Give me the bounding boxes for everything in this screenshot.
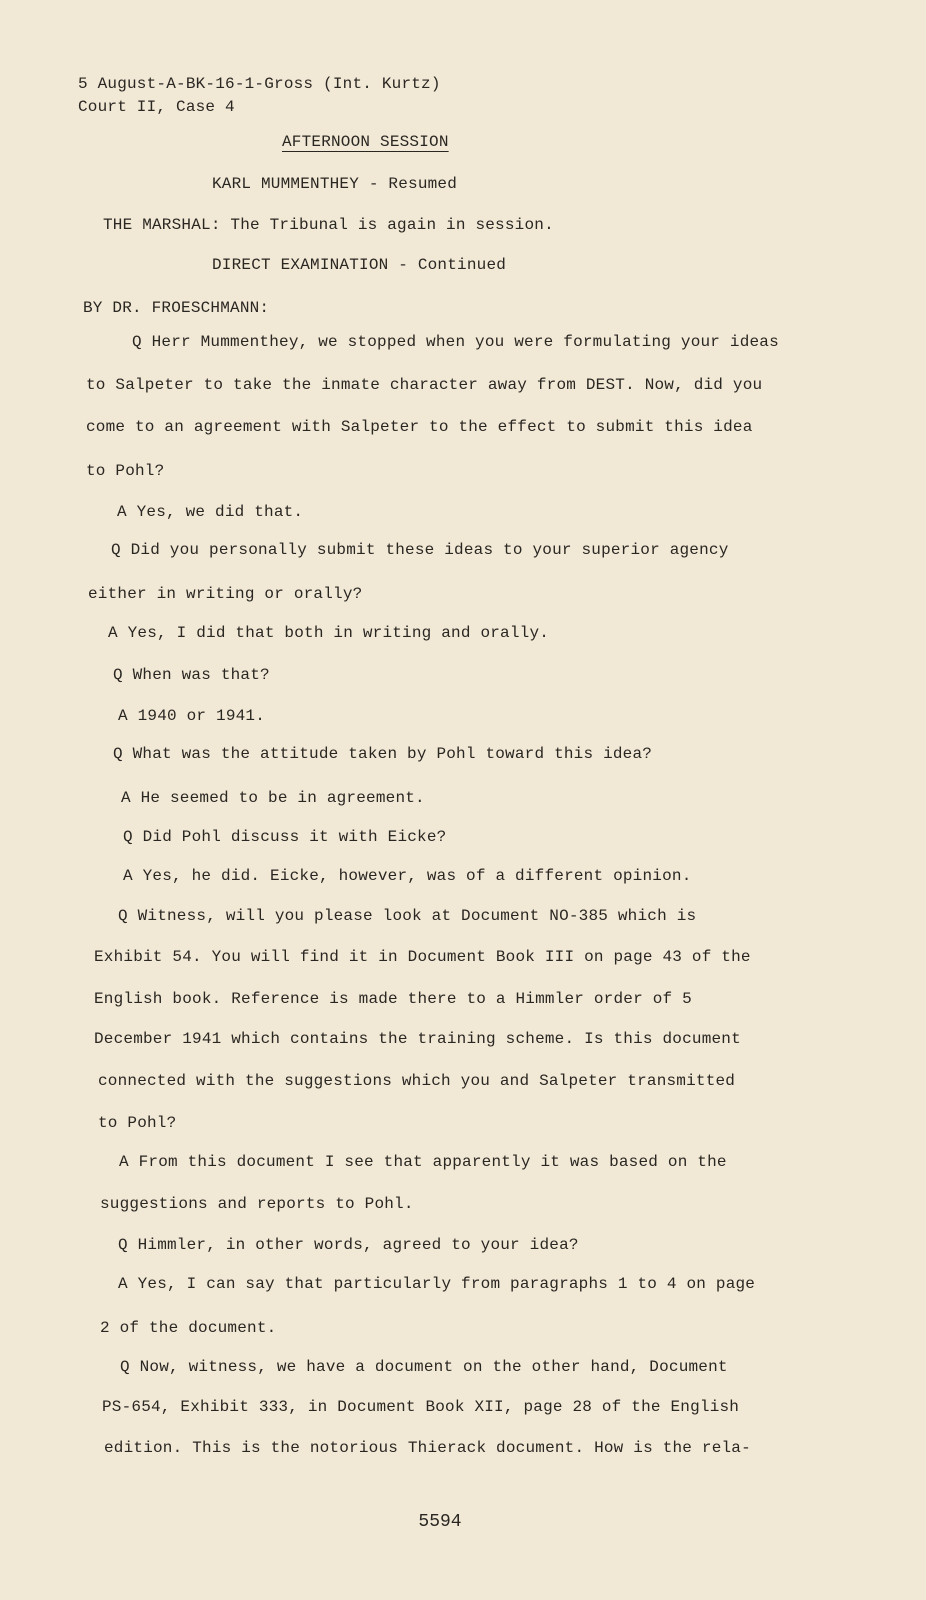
body-line: 2 of the document.: [100, 1319, 277, 1337]
body-line: A 1940 or 1941.: [118, 707, 266, 725]
body-line: connected with the suggestions which you and Salpeter transmitted: [98, 1072, 736, 1090]
body-line: Q When was that?: [113, 666, 270, 684]
body-line: A From this document I see that apparently it was based on the: [119, 1153, 727, 1171]
body-line: Q What was the attitude taken by Pohl toward this idea?: [113, 745, 653, 763]
marshal-line: THE MARSHAL: The Tribunal is again in session.: [103, 216, 554, 234]
witness-heading: KARL MUMMENTHEY - Resumed: [212, 175, 458, 193]
examiner-line: BY DR. FROESCHMANN:: [83, 299, 270, 317]
body-line: Q Now, witness, we have a document on the other hand, Document: [120, 1358, 728, 1376]
body-line: Q Himmler, in other words, agreed to your idea?: [118, 1236, 579, 1254]
body-line: come to an agreement with Salpeter to the effect to submit this idea: [86, 418, 753, 436]
body-line: A Yes, I can say that particularly from paragraphs 1 to 4 on page: [118, 1275, 756, 1293]
body-line: either in writing or orally?: [88, 585, 363, 603]
body-line: A Yes, we did that.: [117, 503, 304, 521]
body-line: to Pohl?: [98, 1114, 177, 1132]
header-line-1: 5 August-A-BK-16-1-Gross (Int. Kurtz): [78, 75, 441, 93]
body-line: December 1941 which contains the training scheme. Is this document: [94, 1030, 741, 1048]
body-line: Q Did you personally submit these ideas to your superior agency: [111, 541, 729, 559]
body-line: to Salpeter to take the inmate character away from DEST. Now, did you: [86, 376, 763, 394]
body-line: A He seemed to be in agreement.: [121, 789, 425, 807]
body-line: to Pohl?: [86, 462, 165, 480]
body-line: Q Witness, will you please look at Document NO-385 which is: [118, 907, 697, 925]
body-line: edition. This is the notorious Thierack document. How is the rela-: [104, 1439, 751, 1457]
body-line: Exhibit 54. You will find it in Document Book III on page 43 of the: [94, 948, 751, 966]
session-heading: AFTERNOON SESSION: [282, 133, 449, 151]
page-number: 5594: [418, 1512, 462, 1532]
body-line: A Yes, I did that both in writing and orally.: [108, 624, 550, 642]
body-line: suggestions and reports to Pohl.: [100, 1195, 414, 1213]
body-line: Q Did Pohl discuss it with Eicke?: [123, 828, 447, 846]
body-line: English book. Reference is made there to a Himmler order of 5: [94, 990, 692, 1008]
header-line-2: Court II, Case 4: [78, 98, 235, 116]
body-line: Q Herr Mummenthey, we stopped when you were formulating your ideas: [132, 333, 779, 351]
body-line: PS-654, Exhibit 333, in Document Book XII, page 28 of the English: [102, 1398, 740, 1416]
exam-heading: DIRECT EXAMINATION - Continued: [212, 256, 507, 274]
body-line: A Yes, he did. Eicke, however, was of a different opinion.: [123, 867, 692, 885]
